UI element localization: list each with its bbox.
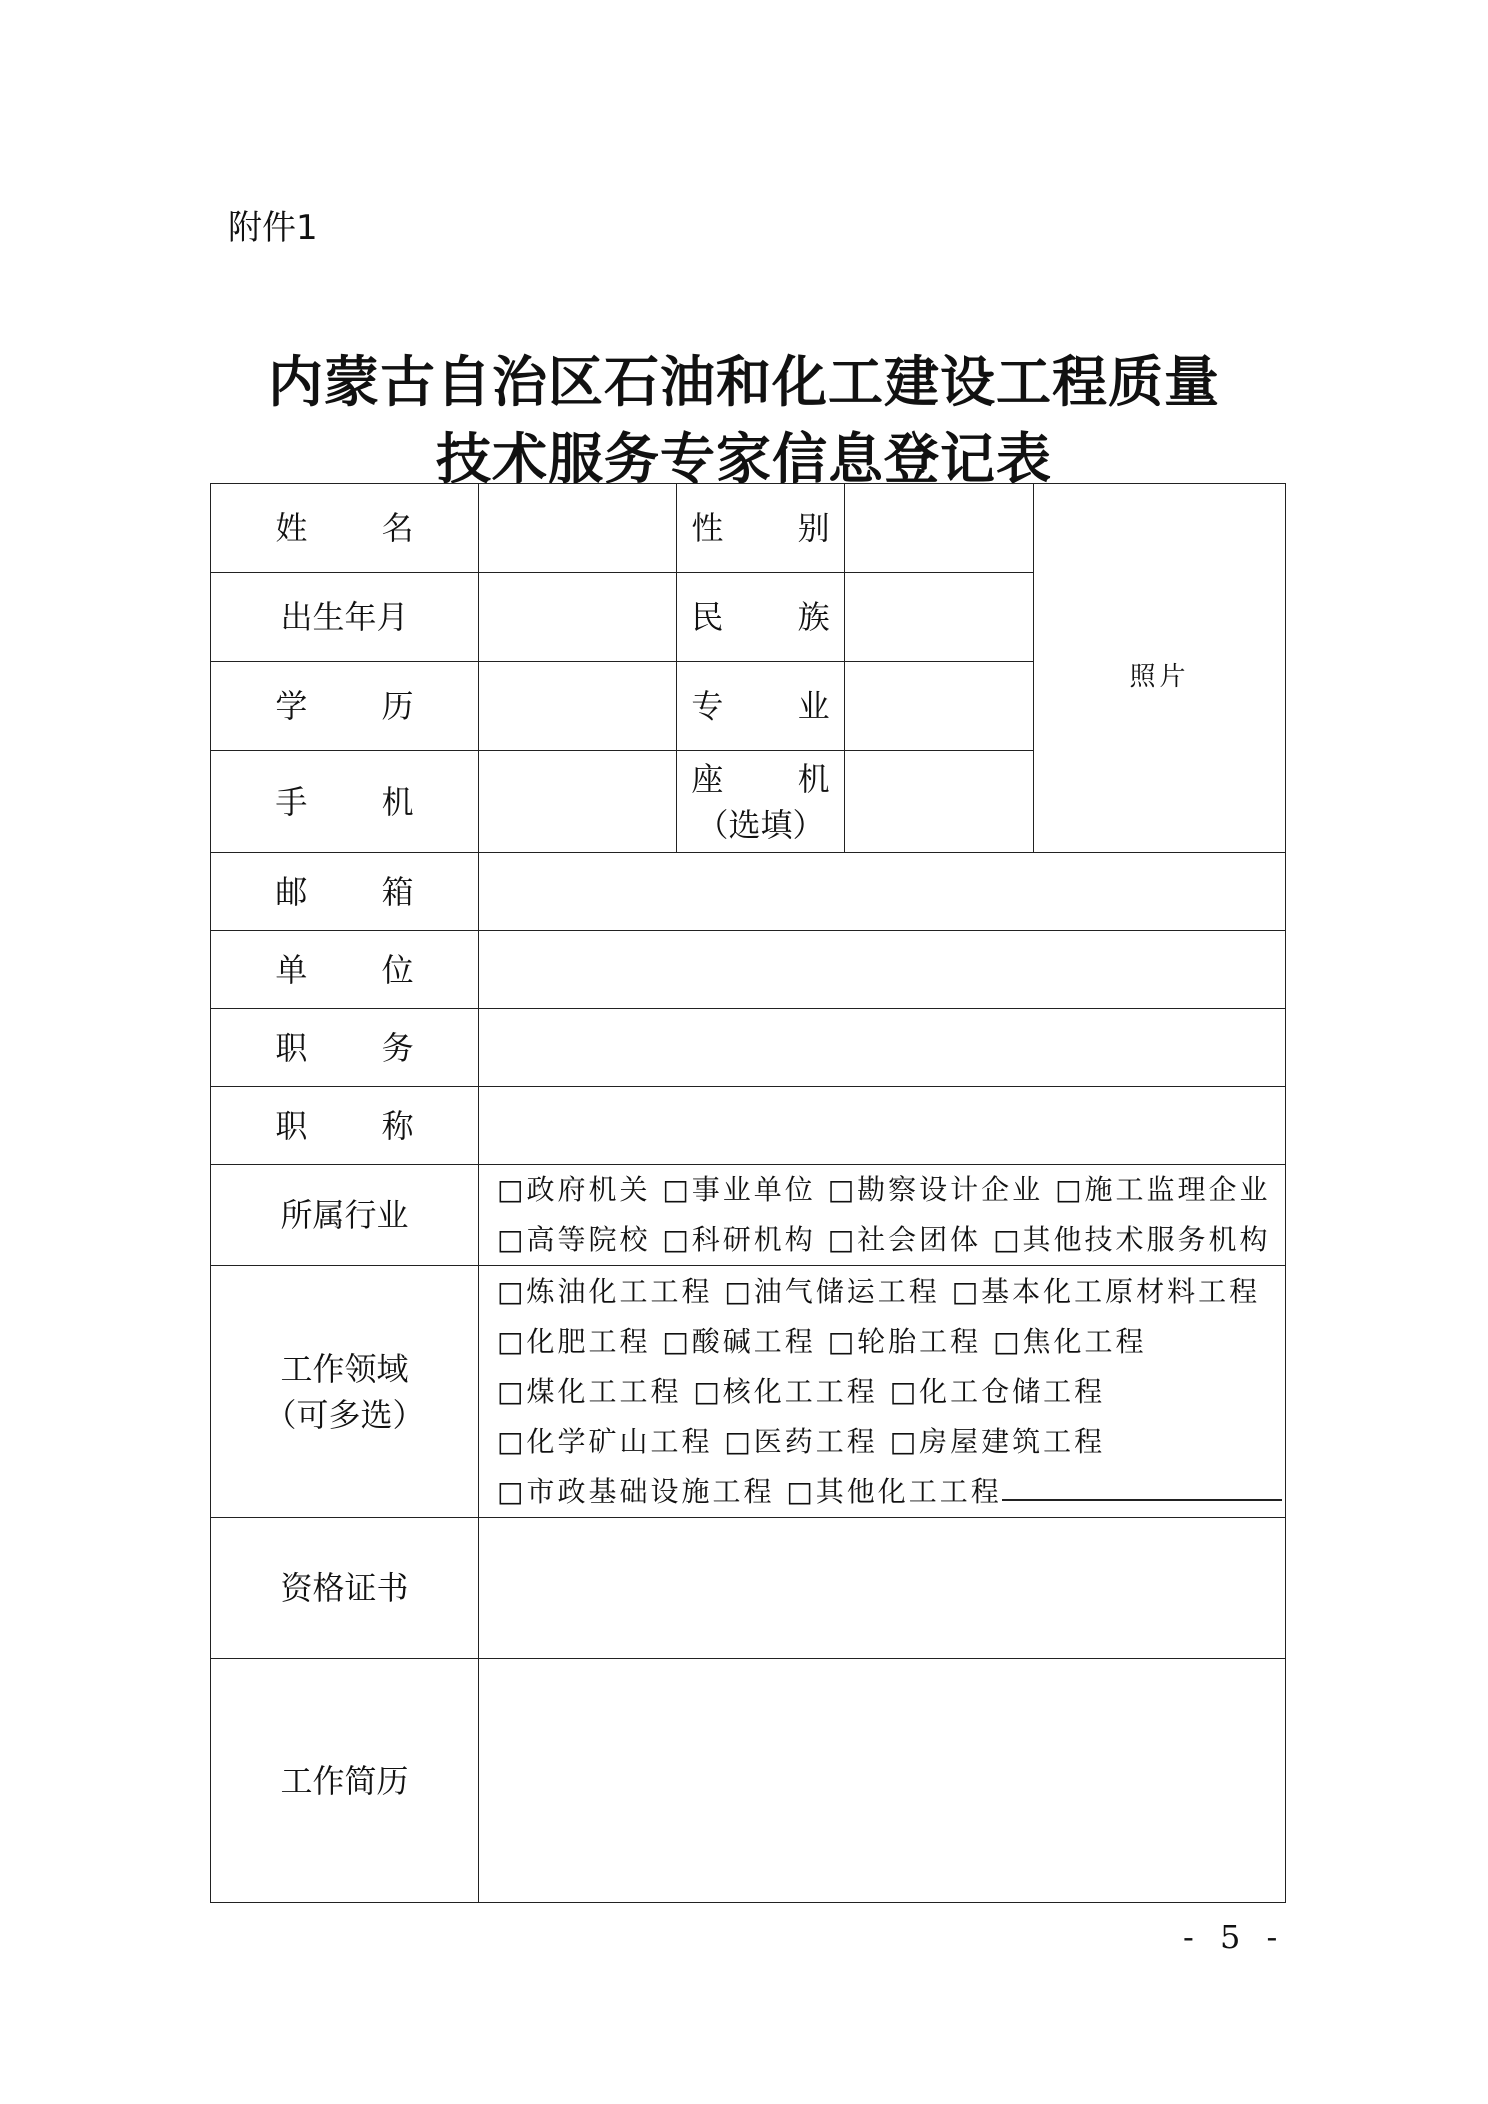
gender-value-cell[interactable] bbox=[845, 484, 1034, 573]
row-position bbox=[211, 1009, 1286, 1087]
email-value-cell[interactable] bbox=[479, 853, 1286, 931]
row-name-gender bbox=[211, 484, 1286, 573]
industry-options-line-2[interactable]: □高等院校 □科研机构 □社会团体 □其他技术服务机构 bbox=[497, 1223, 1271, 1256]
photo-cell[interactable] bbox=[1034, 484, 1286, 853]
field-options-line-5[interactable]: □市政基础设施工程 □其他化工工程 bbox=[497, 1467, 1285, 1517]
position-value-cell[interactable] bbox=[479, 1009, 1286, 1087]
industry-options-cell[interactable] bbox=[479, 1165, 1286, 1266]
row-certificate bbox=[211, 1518, 1286, 1659]
other-field-blank-line[interactable] bbox=[1002, 1469, 1282, 1501]
form-title-line2: 技术服务专家信息登记表 bbox=[435, 426, 1052, 491]
row-unit bbox=[211, 931, 1286, 1009]
field-options-line-2[interactable]: □化肥工程 □酸碱工程 □轮胎工程 □焦化工程 bbox=[497, 1324, 1147, 1358]
field-note: （可多选） bbox=[264, 1395, 425, 1434]
page-number: - 5 - bbox=[1183, 1918, 1286, 1956]
landline-note: （选填） bbox=[696, 805, 825, 844]
major-value-cell[interactable] bbox=[845, 662, 1034, 751]
field-options-cell[interactable] bbox=[479, 1266, 1286, 1518]
photo-label: 照片 bbox=[1129, 662, 1190, 692]
major-label: 专 业 bbox=[677, 662, 845, 751]
certificate-value-cell[interactable] bbox=[479, 1518, 1286, 1659]
mobile-value-cell[interactable] bbox=[479, 751, 677, 853]
education-label: 学 历 bbox=[211, 662, 479, 751]
field-options-line-1[interactable]: □炼油化工工程 □油气储运工程 □基本化工原材料工程 bbox=[497, 1274, 1261, 1308]
gender-label: 性 别 bbox=[677, 484, 845, 573]
resume-value-cell[interactable] bbox=[479, 1659, 1286, 1903]
row-email bbox=[211, 853, 1286, 931]
field-options-line-4[interactable]: □化学矿山工程 □医药工程 □房屋建筑工程 bbox=[497, 1424, 1106, 1458]
attachment-label: 附件1 bbox=[228, 208, 318, 248]
ethnicity-value-cell[interactable] bbox=[845, 573, 1034, 662]
birth-label: 出生年月 bbox=[211, 573, 479, 662]
certificate-label: 资格证书 bbox=[211, 1518, 479, 1659]
education-value-cell[interactable] bbox=[479, 662, 677, 751]
landline-value-cell[interactable] bbox=[845, 751, 1034, 853]
row-resume bbox=[211, 1659, 1286, 1903]
name-value-cell[interactable] bbox=[479, 484, 677, 573]
expert-registration-table bbox=[210, 483, 1286, 1903]
mobile-label: 手 机 bbox=[211, 751, 479, 853]
industry-options-line-1[interactable]: □政府机关 □事业单位 □勘察设计企业 □施工监理企业 bbox=[497, 1173, 1271, 1206]
position-label: 职 务 bbox=[211, 1009, 479, 1087]
unit-label: 单 位 bbox=[211, 931, 479, 1009]
birth-value-cell[interactable] bbox=[479, 573, 677, 662]
industry-label: 所属行业 bbox=[211, 1165, 479, 1266]
name-label: 姓 名 bbox=[211, 484, 479, 573]
field-options-line-3[interactable]: □煤化工工程 □核化工工程 □化工仓储工程 bbox=[497, 1374, 1106, 1408]
field-label: 工作领域 （可多选） bbox=[211, 1266, 479, 1518]
title-value-cell[interactable] bbox=[479, 1087, 1286, 1165]
row-industry bbox=[211, 1165, 1286, 1266]
email-label: 邮 箱 bbox=[211, 853, 479, 931]
ethnicity-label: 民 族 bbox=[677, 573, 845, 662]
landline-label: 座 机 （选填） bbox=[677, 751, 845, 853]
form-title-line1: 内蒙古自治区石油和化工建设工程质量 bbox=[267, 349, 1220, 414]
unit-value-cell[interactable] bbox=[479, 931, 1286, 1009]
row-work-field bbox=[211, 1266, 1286, 1518]
row-title bbox=[211, 1087, 1286, 1165]
title-label: 职 称 bbox=[211, 1087, 479, 1165]
resume-label: 工作简历 bbox=[211, 1659, 479, 1903]
